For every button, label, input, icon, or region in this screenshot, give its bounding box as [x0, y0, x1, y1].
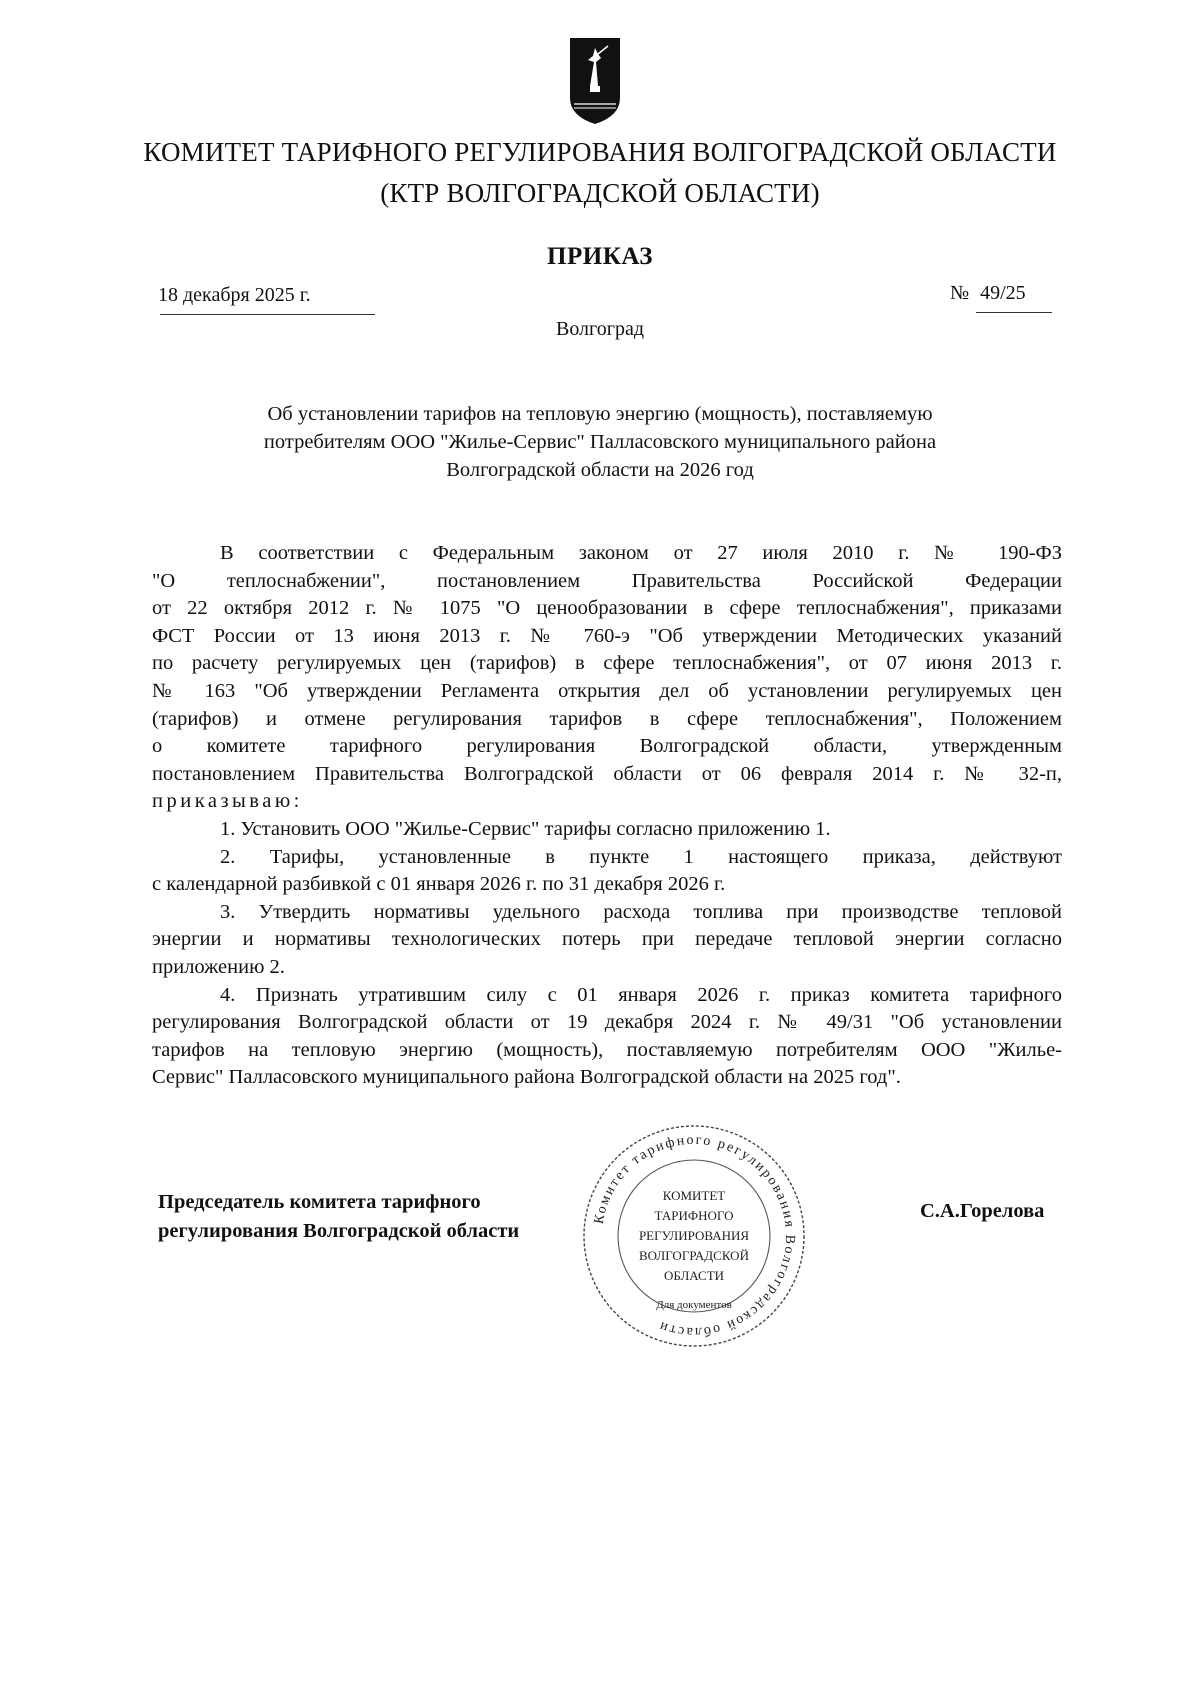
body-line: тарифов на тепловую энергию (мощность), поставляемую потребителям ООО "Жилье- [152, 1038, 1062, 1061]
body-line: о комитете тарифного регулирования Волгоградской области, утвержденным [152, 735, 1062, 758]
document-subject [180, 400, 1020, 484]
svg-text:КОМИТЕТ: КОМИТЕТ [662, 1188, 726, 1203]
body-line: В соответствии с Федеральным законом от 27 июля 2010 г. № 190-ФЗ [220, 542, 1062, 564]
body-line: № 163 "Об утверждении Регламента открытия дел об установлении регулируемых цен [152, 679, 1062, 702]
body-line-order-word: приказываю: [152, 790, 303, 813]
svg-text:ОБЛАСТИ: ОБЛАСТИ [663, 1268, 725, 1283]
svg-text:РЕГУЛИРОВАНИЯ: РЕГУЛИРОВАНИЯ [638, 1228, 750, 1243]
body-line: приложению 2. [152, 955, 285, 978]
order-item-4: 4. Признать утратившим силу с 01 января 2026 г. приказ комитета тарифного [220, 983, 1062, 1006]
signer-position-line: Председатель комитета тарифного [158, 1191, 481, 1213]
subject-line: потребителям ООО "Жилье-Сервис" Палласовского муниципального района [263, 431, 937, 453]
svg-text:Для документов: Для документов [656, 1299, 732, 1311]
document-body [152, 540, 1062, 1092]
official-stamp [578, 1120, 810, 1352]
document-city: Волгоград [555, 318, 645, 340]
order-item-2: 2. Тарифы, установленные в пункте 1 настоящего приказа, действуют [220, 845, 1062, 868]
subject-line: Об установлении тарифов на тепловую энергию (мощность), поставляемую [267, 403, 933, 425]
body-line: от 22 октября 2012 г. № 1075 "О ценообразовании в сфере теплоснабжения", приказами [152, 597, 1062, 620]
number-sign: № [950, 282, 970, 304]
order-item-3: 3. Утвердить нормативы удельного расхода топлива при производстве тепловой [220, 900, 1062, 923]
body-line: постановлением Правительства Волгоградской области от 06 февраля 2014 г. № 32-п, [152, 762, 1062, 785]
date-underline [160, 314, 375, 315]
body-line: энергии и нормативы технологических потерь при передаче тепловой энергии согласно [152, 928, 1062, 951]
body-line: регулирования Волгоградской области от 19 декабря 2024 г. № 49/31 "Об установлении [152, 1011, 1062, 1034]
document-number [950, 282, 1026, 305]
document-date: 18 декабря 2025 г. [158, 284, 311, 306]
svg-text:ВОЛГОГРАДСКОЙ: ВОЛГОГРАДСКОЙ [639, 1248, 749, 1263]
document-type: ПРИКАЗ [547, 243, 653, 270]
body-line: по расчету регулируемых цен (тарифов) в сфере теплоснабжения", от 07 июня 2013 г. [152, 652, 1062, 675]
number-underline [976, 312, 1052, 313]
body-line: (тарифов) и отмене регулирования тарифов в сфере теплоснабжения", Положением [152, 707, 1062, 730]
body-line: Сервис" Палласовского муниципального района Волгоградской области на 2025 год". [152, 1066, 901, 1089]
body-line: ФСТ России от 13 июня 2013 г. № 760-э "Об утверждении Методических указаний [152, 624, 1062, 647]
body-line: "О теплоснабжении", постановлением Правительства Российской Федерации [152, 569, 1062, 592]
subject-line: Волгоградской области на 2026 год [446, 459, 754, 481]
organization-abbreviation: (КТР ВОЛГОГРАДСКОЙ ОБЛАСТИ) [380, 178, 820, 208]
signer-name: С.А.Горелова [920, 1200, 1045, 1222]
svg-text:Комитет тарифного регулировани: Комитет тарифного регулирования Волгоградской области [591, 1132, 798, 1340]
coat-of-arms-icon [568, 36, 622, 126]
signer-position [158, 1188, 519, 1246]
organization-title: КОМИТЕТ ТАРИФНОГО РЕГУЛИРОВАНИЯ ВОЛГОГРАДСКОЙ ОБЛАСТИ [143, 137, 1057, 167]
signer-position-line: регулирования Волгоградской области [158, 1220, 520, 1242]
body-line: с календарной разбивкой с 01 января 2026 г. по 31 декабря 2026 г. [152, 873, 726, 896]
number-value: 49/25 [980, 282, 1026, 304]
order-item-1: 1. Установить ООО "Жилье-Сервис" тарифы согласно приложению 1. [220, 817, 831, 840]
svg-text:ТАРИФНОГО: ТАРИФНОГО [654, 1208, 734, 1223]
